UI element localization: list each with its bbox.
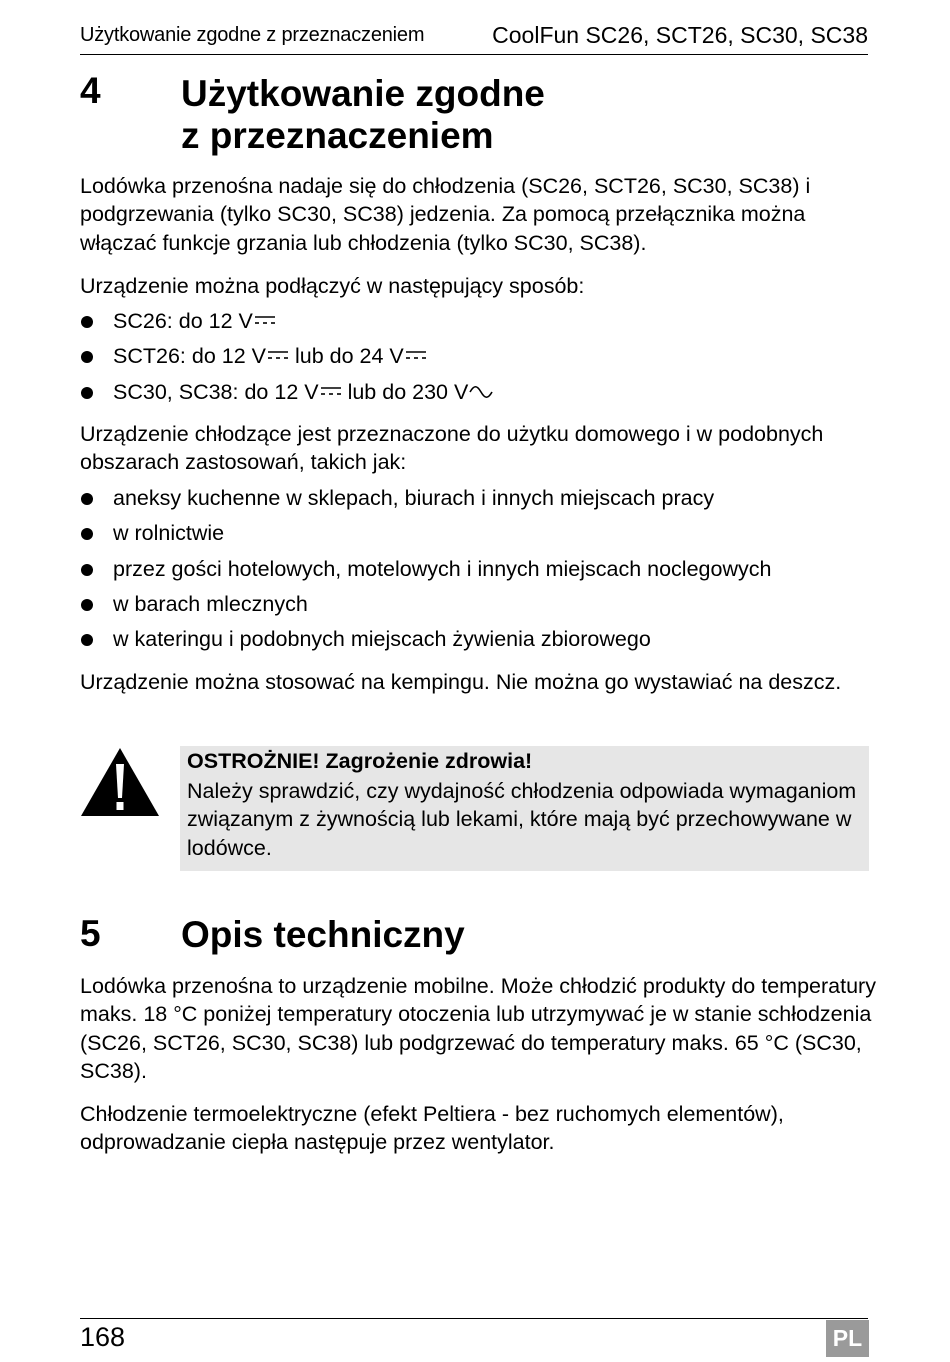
section-5-paragraph-1: Lodówka przenośna to urządzenie mobilne. Może chłodzić produkty do temperatury maks. 18 °C poniżej temperatury otoczenia lub utrzymywać je w stanie schłodzenia (SC26, SCT26, SC30, SC38) lub podgrzewać do temperatury maks. 65 °C (SC30, SC38). xyxy=(80,974,876,1083)
bullet-icon xyxy=(81,351,93,363)
usage-item xyxy=(80,625,880,660)
section-4-number: 4 xyxy=(80,70,101,111)
connection-item xyxy=(80,378,880,413)
bullet-icon xyxy=(81,316,93,328)
usage-item-text: w kateringu i podobnych miejscach żywienia zbiorowego xyxy=(113,627,651,652)
dc-symbol-icon xyxy=(405,348,427,362)
section-4-title xyxy=(181,73,545,157)
section-4-title-line2: z przeznaczeniem xyxy=(181,115,494,156)
camping-note: Urządzenie można stosować na kempingu. Nie można go wystawiać na deszcz. xyxy=(80,670,842,694)
connection-model: SCT26: xyxy=(113,344,186,369)
bullet-icon xyxy=(81,387,93,399)
usage-item xyxy=(80,555,880,590)
usage-item-text: przez gości hotelowych, motelowych i innych miejscach noclegowych xyxy=(113,556,772,581)
section-5-paragraph-2: Chłodzenie termoelektryczne (efekt Peltiera - bez ruchomych elementów), odprowadzanie ciepła następuje przez wentylator. xyxy=(80,1102,784,1155)
usage-item xyxy=(80,484,880,519)
usage-item-text: w rolnictwie xyxy=(113,521,225,546)
section-4-intro: Lodówka przenośna nadaje się do chłodzenia (SC26, SCT26, SC30, SC38) i podgrzewania (tylko SC30, SC38) jedzenia. Za pomocą przełącznika można włączać funkcje grzania lub chłodzenia (tylko SC30, SC38). xyxy=(80,174,811,255)
connection-model: SC26: xyxy=(113,309,173,333)
language-badge: PL xyxy=(826,1320,869,1357)
caution-title: OSTROŻNIE! Zagrożenie zdrowia! xyxy=(187,749,533,773)
warning-triangle-icon xyxy=(80,746,160,818)
footer-rule xyxy=(80,1318,868,1319)
dc-symbol-icon xyxy=(320,384,342,398)
connection-voltage: do 12 V xyxy=(244,379,319,404)
section-4-title-line1: Użytkowanie zgodne xyxy=(181,73,545,114)
usage-item-text: aneksy kuchenne w sklepach, biurach i innych miejscach pracy xyxy=(113,486,715,510)
header-model-names: CoolFun SC26, SCT26, SC30, SC38 xyxy=(492,22,868,48)
header-rule xyxy=(80,54,868,55)
section-5-number: 5 xyxy=(80,913,101,954)
usage-list xyxy=(80,484,880,660)
connection-voltage: do 12 V xyxy=(191,344,266,369)
bullet-icon xyxy=(81,493,93,505)
connection-voltage-alt: lub do 230 V xyxy=(347,379,469,404)
header-section-title: Użytkowanie zgodne z przeznaczeniem xyxy=(80,24,425,46)
usage-intro: Urządzenie chłodzące jest przeznaczone do użytku domowego i w podobnych obszarach zastosowań, takich jak: xyxy=(80,422,824,475)
connection-model: SC30, SC38: xyxy=(113,379,239,404)
connection-voltage: do 12 V xyxy=(178,309,253,333)
page-number: 168 xyxy=(80,1322,126,1352)
usage-item-text: w barach mlecznych xyxy=(113,591,308,616)
connection-item xyxy=(80,342,880,377)
usage-item xyxy=(80,590,880,625)
connection-list xyxy=(80,307,880,413)
dc-symbol-icon xyxy=(267,348,289,362)
connection-intro: Urządzenie można podłączyć w następujący sposób: xyxy=(80,274,585,298)
bullet-icon xyxy=(81,634,93,646)
ac-symbol-icon xyxy=(469,385,493,399)
bullet-icon xyxy=(81,599,93,611)
connection-item xyxy=(80,307,880,342)
section-5-title: Opis techniczny xyxy=(181,914,465,955)
dc-symbol-icon xyxy=(254,313,276,327)
bullet-icon xyxy=(81,528,93,540)
caution-text: Należy sprawdzić, czy wydajność chłodzenia odpowiada wymaganiom związanym z żywnością lub lekami, które mają być przechowywane w lodówce. xyxy=(187,779,857,860)
usage-item xyxy=(80,519,880,554)
bullet-icon xyxy=(81,564,93,576)
connection-voltage-alt: lub do 24 V xyxy=(294,344,404,369)
